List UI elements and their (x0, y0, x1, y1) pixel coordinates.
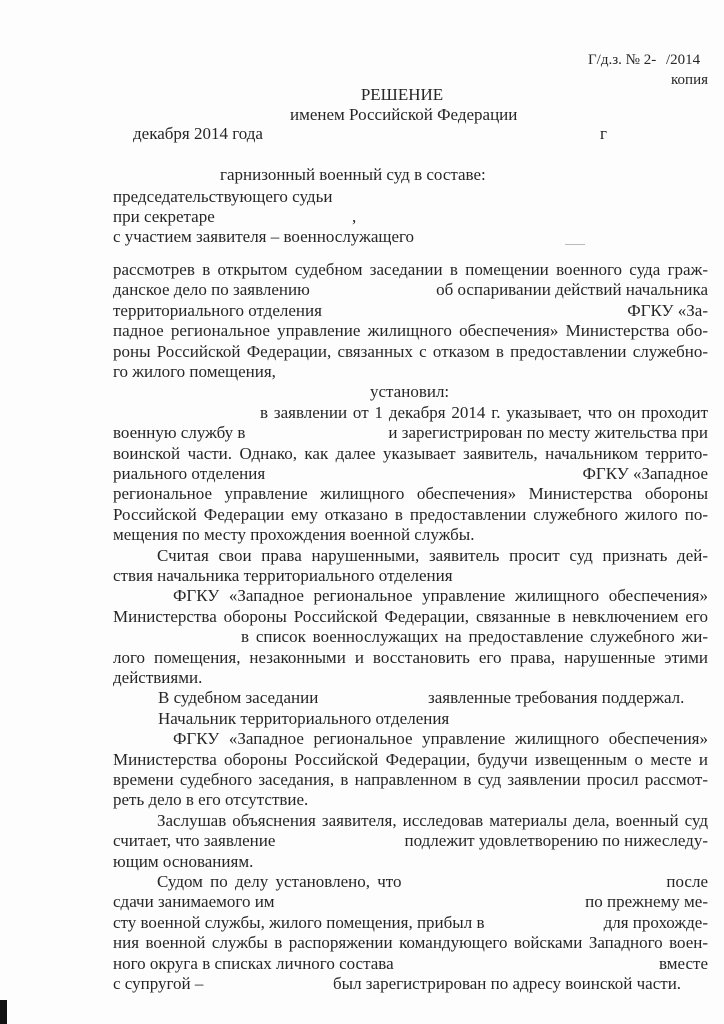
document-subtitle: именем Российской Федерации (290, 105, 518, 124)
decision-date: декабря 2014 года (133, 124, 263, 143)
body-line: сту военной службы, жилого помещения, прибыл в (113, 913, 485, 932)
body-line: В судебном заседании (158, 688, 319, 707)
document-title: РЕШЕНИЕ (360, 85, 444, 104)
body-line: ФГКУ «Западное региональное управление жилищного обеспечения» (173, 586, 708, 605)
body-line: Министерства обороны Российской Федерации, будучи извещенным о месте и (113, 750, 708, 769)
body-line: ствия начальника территориального отделения (113, 566, 453, 585)
body-line: роны Российской Федерации, связанных с отказом в предоставлении служебно- (113, 342, 708, 361)
body-line: ния военной службы в распоряжении командующего войсками Западного воен- (113, 933, 708, 952)
body-line: реть дело в его отсутствие. (113, 790, 309, 809)
section-heading-established: установил: (370, 382, 450, 401)
body-line: падное региональное управление жилищного обеспечения» Министерства обо- (113, 321, 708, 340)
body-line: Считая свои права нарушенными, заявитель просит суд признать дей- (157, 546, 708, 565)
body-line: для прохожде- (603, 913, 708, 932)
body-line: риального отделения (113, 464, 266, 483)
applicant-line: с участием заявителя – военнослужащего (113, 227, 415, 246)
body-line: об оспаривании действий начальника (436, 280, 708, 299)
body-line: ного округа в списках личного состава (113, 954, 394, 973)
body-line: Министерства обороны Российской Федерации, связанные в невключением его (113, 607, 708, 626)
body-line: Российской Федерации ему отказано в предоставлении служебного жилого по- (113, 505, 708, 524)
body-line: времени судебного заседания, в направленном в суд заявлении просил рассмот- (113, 770, 708, 789)
presiding-judge: председательствующего судьи (113, 187, 333, 206)
body-line: в заявлении от 1 декабря 2014 г. указывает, что он проходит (260, 403, 708, 422)
copy-label: копия (671, 72, 708, 88)
body-line: был зарегистрирован по адресу воинской части. (333, 974, 682, 993)
body-line: ФГКУ «За- (627, 301, 708, 320)
body-line: Судом по делу установлено, что (157, 872, 402, 891)
body-line: мещения по месту прохождения военной службы. (113, 525, 475, 544)
body-line: го жилого помещения, (113, 362, 276, 381)
body-line: после (666, 872, 708, 891)
court-composition: гарнизонный военный суд в составе: (220, 165, 486, 184)
case-number-year: /2014 (666, 52, 701, 68)
body-line: с супругой – (113, 974, 204, 993)
body-line: военную службу в (113, 423, 246, 442)
body-line: ФГКУ «Западное региональное управление жилищного обеспечения» (173, 729, 708, 748)
secretary: при секретаре (113, 207, 215, 226)
body-line: и зарегистрирован по месту жительства при (388, 423, 708, 442)
body-line: действиями. (113, 668, 203, 687)
body-line: лого помещения, незаконными и восстановить его права, нарушенные этими (113, 648, 708, 667)
body-line: в список военнослужащих на предоставление служебного жи- (241, 627, 708, 646)
scan-artifact (565, 244, 585, 245)
scan-edge-mark (0, 1000, 7, 1024)
body-line: территориального отделения (113, 301, 322, 320)
body-line: ФГКУ «Западное (582, 464, 708, 483)
body-line: ющим основаниям. (113, 852, 254, 871)
body-line: Заслушав объяснения заявителя, исследовав материалы дела, военный суд (157, 811, 708, 830)
city-label: г (600, 124, 607, 143)
secretary-comma: , (352, 207, 357, 226)
body-line: Начальник территориального отделения (158, 709, 450, 728)
body-line: рассмотрев в открытом судебном заседании в помещении военного суда граж- (113, 260, 708, 279)
body-line: по прежнему ме- (585, 892, 708, 911)
body-line: вместе (659, 954, 708, 973)
body-line: данское дело по заявлению (113, 280, 310, 299)
body-line: воинской части. Однако, как далее указывает заявитель, начальником террито- (113, 444, 708, 463)
body-line: считает, что заявление (113, 831, 276, 850)
body-line: сдачи занимаемого им (113, 892, 275, 911)
case-number-prefix: Г/д.з. № 2- (588, 52, 657, 68)
body-line: подлежит удовлетворению по нижеследу- (404, 831, 708, 850)
body-line: заявленные требования поддержал. (428, 688, 685, 707)
body-line: региональное управление жилищного обеспечения» Министерства обороны (113, 484, 708, 503)
